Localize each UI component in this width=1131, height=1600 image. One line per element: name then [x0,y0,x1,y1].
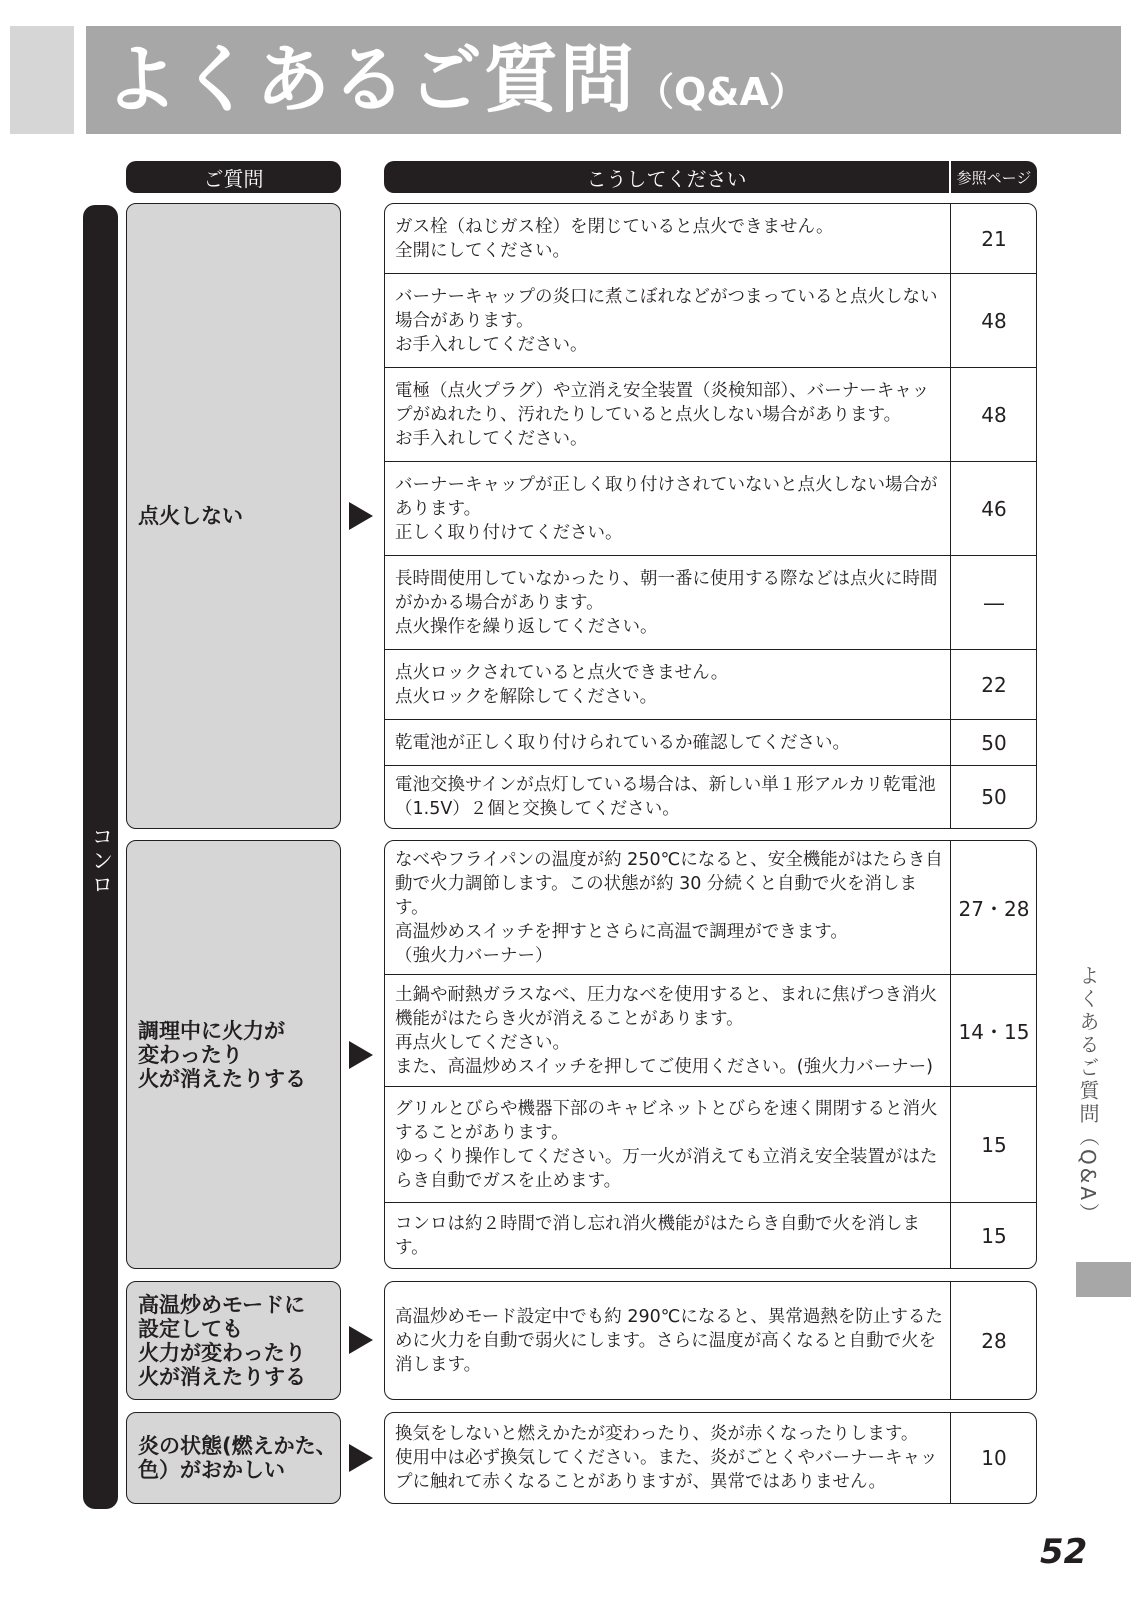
answer-text: 土鍋や耐熱ガラスなべ、圧力なべを使用すると、まれに焦げつき消火機能がはたらき火が消えることがあります。 再点火してください。 また、高温炒めスイッチを押してご使用ください。(強火力バーナー) [395,984,937,1077]
page-ref: 21 [981,226,1007,251]
answer-text: バーナーキャップが正しく取り付けされていないと点火しない場合があります。 正しく取り付けてください。 [395,474,938,543]
arrow-right-icon [349,1444,373,1472]
side-tab-marker [1076,1262,1131,1297]
answer-text: コンロは約２時間で消し忘れ消火機能がはたらき自動で火を消します。 [395,1213,920,1258]
page-ref: ― [984,590,1004,615]
page-ref: 27・28 [958,897,1030,921]
column-header-answer: こうしてください [384,161,949,193]
answer-text: 乾電池が正しく取り付けられているか確認してください。 [395,732,850,753]
answer-text: 点火ロックされていると点火できません。 点火ロックを解除してください。 [395,662,729,707]
column-header-page: 参照ページ [951,161,1037,193]
page-ref: 15 [981,1132,1007,1157]
page-ref: 10 [981,1446,1007,1470]
answer-text: 長時間使用していなかったり、朝一番に使用する際などは点火に時間がかかる場合があります。 点火操作を繰り返してください。 [395,568,938,637]
page-number: 52 [1040,1532,1088,1572]
question-box [126,203,341,829]
column-header-question: ご質問 [126,161,341,193]
page-ref: 14・15 [958,1020,1030,1044]
answer-group [384,1412,1037,1504]
arrow-right-icon [349,1326,373,1354]
question-box [126,1281,341,1400]
question-text: 点火しない [138,504,243,528]
divider [950,1282,951,1399]
page-ref: 48 [981,402,1007,427]
answer-text: 換気をしないと燃えかたが変わったり、炎が赤くなったりします。 使用中は必ず換気してください。また、炎がごとくやバーナーキャップに触れて赤くなることがありますが、異常ではありません。 [395,1424,938,1492]
answer-group [384,1281,1037,1400]
page-ref: 46 [981,496,1007,521]
arrow-right-icon [349,1041,373,1069]
side-section-label: よくあるご質問（Q&A） [1076,965,1100,1227]
answer-text: なべやフライパンの温度が約 250℃になると、安全機能がはたらき自動で火力調節します。この状態が約 30 分続くと自動で火を消します。 高温炒めスイッチを押すとさらに高温で調理ができます。 （強火力バーナー） [395,849,943,966]
page-subtitle: （Q&A） [636,70,807,114]
divider [950,204,951,828]
arrow-right-icon [349,502,373,530]
page-ref: 50 [981,730,1007,755]
question-text: 調理中に火力が 変わったり 火が消えたりする [138,1018,306,1091]
answer-text: 電極（点火プラグ）や立消え安全装置（炎検知部）、バーナーキャップがぬれたり、汚れたりしていると点火しない場合があります。 お手入れしてください。 [395,380,930,449]
answer-group [384,840,1037,1269]
answer-group [384,203,1037,829]
divider [950,1413,951,1503]
category-label: コンロ [88,825,113,897]
header-left-block [10,26,74,134]
answer-text: 電池交換サインが点灯している場合は、新しい単１形アルカリ乾電池（1.5V）２個と交換してください。 [395,775,936,819]
page-ref: 15 [981,1223,1007,1248]
question-box [126,1412,341,1504]
answer-text: 高温炒めモード設定中でも約 290℃になると、異常過熱を防止するために火力を自動で弱火にします。さらに温度が高くなると自動で火を消します。 [395,1306,943,1375]
page-title: よくあるご質問 [104,37,636,123]
answer-text: ガス栓（ねじガス栓）を閉じていると点火できません。 全開にしてください。 [395,216,834,261]
divider [950,841,951,1268]
question-text: 炎の状態(燃えかた、 色）がおかしい [138,1434,337,1482]
page-ref: 50 [981,785,1007,809]
page-ref: 28 [981,1328,1007,1353]
question-box [126,840,341,1269]
answer-text: バーナーキャップの炎口に煮こぼれなどがつまっていると点火しない場合があります。 お手入れしてください。 [395,286,938,355]
answer-text: グリルとびらや機器下部のキャビネットとびらを速く開閉すると消火することがあります。 ゆっくり操作してください。万一火が消えても立消え安全装置がはたらき自動でガスを止めます。 [395,1098,938,1191]
page-ref: 22 [981,672,1007,697]
page-ref: 48 [981,308,1007,333]
question-text: 高温炒めモードに 設定しても 火力が変わったり 火が消えたりする [138,1292,306,1389]
